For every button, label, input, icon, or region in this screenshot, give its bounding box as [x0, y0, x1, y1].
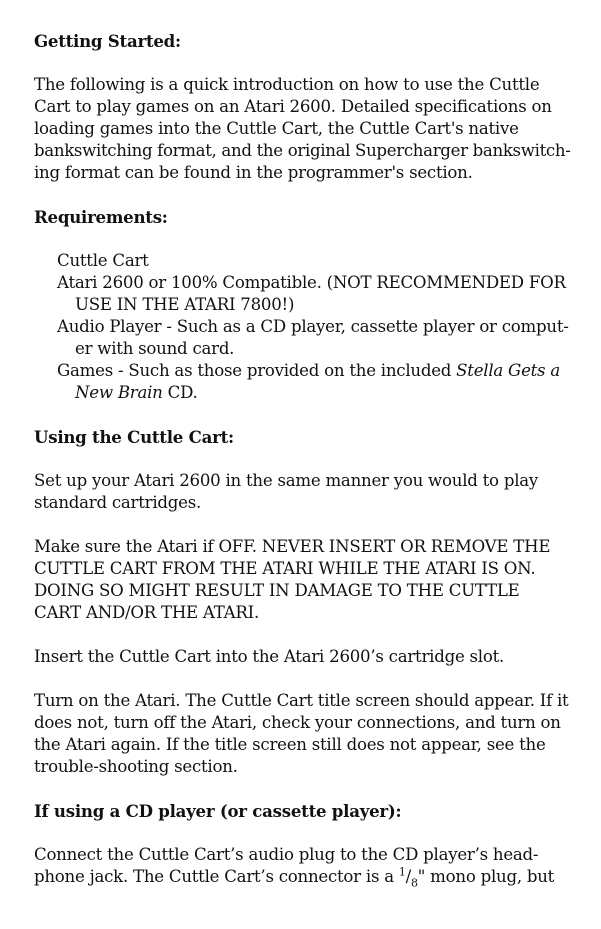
text-line: loading games into the Cuttle Cart, the Cuttle Cart's native: [34, 119, 519, 138]
document-page: [34, 30, 574, 888]
spacer: [34, 448, 574, 470]
spacer: [34, 514, 574, 536]
spacer: [34, 52, 574, 74]
spacer: [34, 778, 574, 800]
paragraph-setup: [34, 470, 574, 514]
text-line: Cart to play games on an Atari 2600. Detailed specifications on: [34, 97, 552, 116]
spacer: [34, 228, 574, 250]
paragraph-connect: [34, 844, 574, 888]
text-line: ing format can be found in the programmer's section.: [34, 163, 473, 182]
requirement-item-continuation: USE IN THE ATARI 7800!): [75, 295, 295, 314]
text-line: trouble-shooting section.: [34, 757, 238, 776]
text-line: DOING SO MIGHT RESULT IN DAMAGE TO THE CUTTLE: [34, 581, 520, 600]
text-line: standard cartridges.: [34, 493, 201, 512]
fraction-denominator: 8: [411, 876, 418, 890]
spacer: [34, 668, 574, 690]
heading-using-cuttle-cart: Using the Cuttle Cart:: [34, 427, 234, 447]
heading-cd-player: If using a CD player (or cassette player):: [34, 801, 402, 821]
spacer: [34, 404, 574, 426]
fraction-one-eighth: $^1/_8$: [398, 865, 418, 890]
text-line: Set up your Atari 2600 in the same manner you would to play: [34, 471, 539, 490]
paragraph-insert: [34, 646, 574, 668]
text-line: does not, turn off the Atari, check your connections, and turn on: [34, 713, 561, 732]
requirement-item: Cuttle Cart: [57, 251, 149, 270]
text-line: Insert the Cuttle Cart into the Atari 2600’s cartridge slot.: [34, 647, 505, 666]
heading-requirements: Requirements:: [34, 207, 168, 227]
text-fragment: CD.: [162, 383, 198, 402]
requirement-item: Atari 2600 or 100% Compatible. (NOT RECOMMENDED FOR: [57, 273, 566, 292]
spacer: [34, 624, 574, 646]
text-line: CUTTLE CART FROM THE ATARI WHILE THE ATARI IS ON.: [34, 559, 536, 578]
paragraph-turn-on: [34, 690, 574, 778]
requirement-item-continuation: [34, 382, 574, 404]
requirement-item-continuation: er with sound card.: [75, 339, 235, 358]
cd-title-italic: New Brain: [75, 383, 163, 402]
text-fragment: Games - Such as those provided on the included: [57, 361, 457, 380]
requirement-item: Audio Player - Such as a CD player, cassette player or comput-: [57, 317, 569, 336]
spacer: [34, 822, 574, 844]
text-line: the Atari again. If the title screen still does not appear, see the: [34, 735, 546, 754]
spacer: [34, 184, 574, 206]
text-line: Turn on the Atari. The Cuttle Cart title screen should appear. If it: [34, 691, 569, 710]
text-line: The following is a quick introduction on how to use the Cuttle: [34, 75, 540, 94]
text-line: Make sure the Atari if OFF. NEVER INSERT OR REMOVE THE: [34, 537, 551, 556]
paragraph-introduction: [34, 74, 574, 184]
cd-title-italic: Stella Gets a: [456, 361, 560, 380]
text-fragment: phone jack. The Cuttle Cart’s connector is a: [34, 867, 399, 886]
fraction-numerator: 1: [398, 865, 406, 879]
text-line: CART AND/OR THE ATARI.: [34, 603, 259, 622]
requirement-item: [34, 360, 574, 382]
text-line: Connect the Cuttle Cart’s audio plug to the CD player’s head-: [34, 845, 539, 864]
paragraph-warning: [34, 536, 574, 624]
text-fragment: " mono plug, but: [417, 867, 555, 886]
text-line: bankswitching format, and the original Supercharger bankswitch-: [34, 141, 571, 160]
requirements-list: [34, 250, 574, 404]
text-line: [34, 866, 574, 888]
heading-getting-started: Getting Started:: [34, 31, 181, 51]
